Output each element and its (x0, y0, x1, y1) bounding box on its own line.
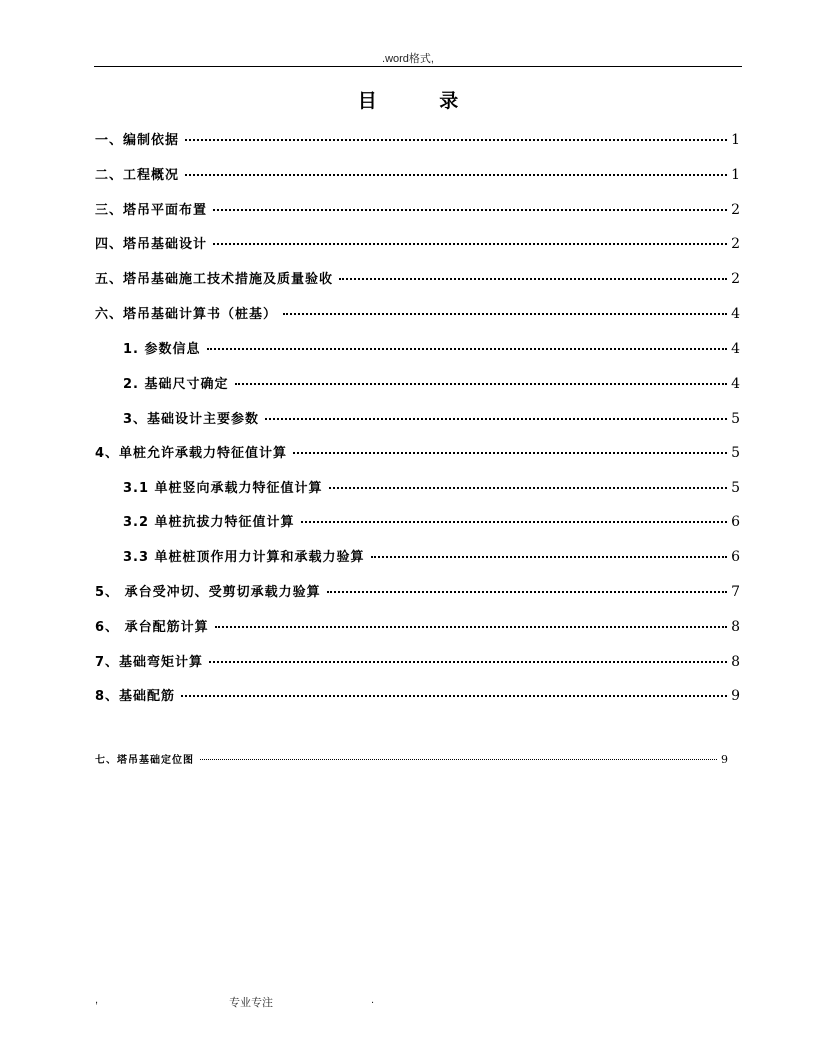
toc-entry[interactable] (95, 235, 740, 253)
page-footer: 专业专注 (229, 997, 273, 1009)
toc-page-number: 5 (731, 411, 740, 427)
toc-page-number: 5 (731, 445, 740, 461)
toc-page-number: 1 (731, 167, 740, 183)
toc-page-number: 7 (731, 584, 740, 600)
toc-page-number: 9 (731, 688, 740, 704)
toc-dot-leader (200, 759, 717, 760)
toc-dot-leader (339, 278, 727, 280)
footer-right-mark: . (371, 994, 375, 1006)
toc-page-number: 9 (721, 753, 728, 766)
toc-entry[interactable] (95, 270, 740, 288)
toc-entry[interactable] (123, 340, 740, 358)
toc-page-number: 2 (731, 202, 740, 218)
toc-dot-leader (301, 521, 728, 523)
toc-dot-leader (185, 139, 727, 141)
toc-entry[interactable] (95, 653, 740, 671)
toc-dot-leader (209, 661, 727, 663)
toc-dot-leader (235, 383, 728, 385)
toc-dot-leader (283, 313, 727, 315)
toc-entry[interactable] (123, 548, 740, 566)
toc-entry-label: 七、塔吊基础定位图 (95, 755, 194, 766)
toc-entry-label: 6、 承台配筋计算 (95, 620, 209, 635)
toc-entry[interactable] (123, 410, 740, 428)
toc-page-number: 4 (731, 376, 740, 392)
toc-dot-leader (371, 556, 728, 558)
toc-entry[interactable] (95, 751, 728, 769)
toc-entry-label: 3.3 单桩桩顶作用力计算和承载力验算 (123, 550, 365, 565)
toc-dot-leader (181, 695, 727, 697)
toc-entry-label: 3、基础设计主要参数 (123, 412, 260, 427)
toc-entry-label: 五、塔吊基础施工技术措施及质量验收 (95, 272, 334, 287)
toc-page-number: 5 (731, 480, 740, 496)
toc-entry-label: 二、工程概况 (95, 168, 180, 183)
toc-entry[interactable] (95, 166, 740, 184)
toc-page-number: 8 (731, 619, 740, 635)
toc-entry-label: 1. 参数信息 (123, 342, 201, 357)
toc-entry-label: 六、塔吊基础计算书（桩基） (95, 307, 278, 322)
toc-page-number: 4 (731, 341, 740, 357)
toc-page-number: 6 (731, 549, 740, 565)
toc-entry[interactable] (95, 201, 740, 219)
toc-entry-label: 4、单桩允许承载力特征值计算 (95, 446, 288, 461)
toc-dot-leader (265, 418, 727, 420)
toc-dot-leader (215, 626, 728, 628)
toc-page-number: 6 (731, 514, 740, 530)
toc-page-number: 4 (731, 306, 740, 322)
toc-entry-label: 3.1 单桩竖向承载力特征值计算 (123, 481, 323, 496)
toc-entry[interactable] (95, 305, 740, 323)
toc-entry-label: 三、塔吊平面布置 (95, 203, 208, 218)
toc-title: 目 录 (357, 90, 487, 112)
toc-page-number: 1 (731, 132, 740, 148)
toc-entry-label: 5、 承台受冲切、受剪切承载力验算 (95, 585, 321, 600)
toc-page-number: 2 (731, 236, 740, 252)
toc-page-number: 2 (731, 271, 740, 287)
toc-entry-label: 四、塔吊基础设计 (95, 237, 208, 252)
footer-left-mark: , (95, 994, 99, 1006)
toc-entry[interactable] (123, 479, 740, 497)
toc-entry[interactable] (95, 618, 740, 636)
toc-page-number: 8 (731, 654, 740, 670)
toc-dot-leader (293, 452, 727, 454)
toc-dot-leader (213, 209, 727, 211)
toc-entry[interactable] (95, 687, 740, 705)
toc-dot-leader (185, 174, 727, 176)
toc-entry-label: 8、基础配筋 (95, 689, 176, 704)
toc-entry[interactable] (95, 583, 740, 601)
toc-dot-leader (207, 348, 728, 350)
toc-entry[interactable] (123, 513, 740, 531)
toc-entry-label: 7、基础弯矩计算 (95, 655, 204, 670)
toc-entry[interactable] (123, 375, 740, 393)
toc-entry-label: 一、编制依据 (95, 133, 180, 148)
toc-entry[interactable] (95, 444, 740, 462)
toc-dot-leader (327, 591, 728, 593)
toc-entry[interactable] (95, 131, 740, 149)
toc-dot-leader (329, 487, 728, 489)
toc-entry-label: 3.2 单桩抗拔力特征值计算 (123, 515, 295, 530)
toc-dot-leader (213, 243, 727, 245)
toc-entry-label: 2. 基础尺寸确定 (123, 377, 229, 392)
page-header: .word格式, (382, 53, 434, 65)
